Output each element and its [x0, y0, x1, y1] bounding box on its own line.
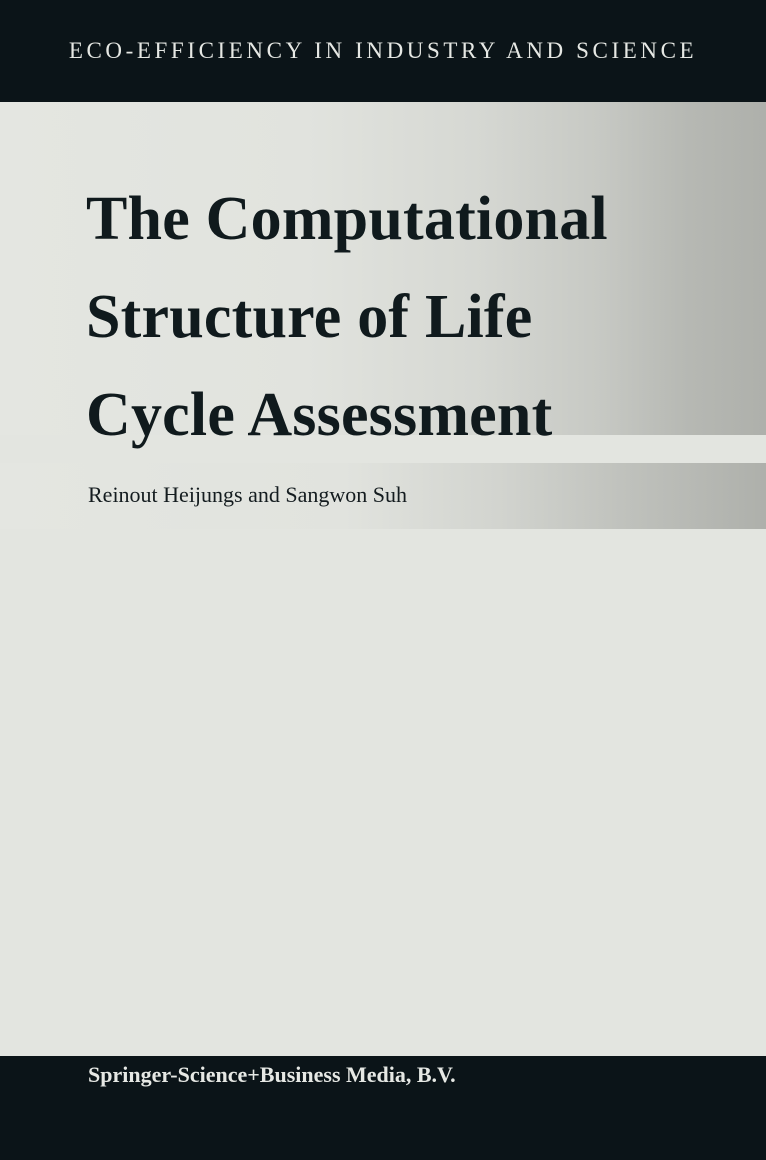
title-line-1: The Computational [86, 185, 608, 253]
title-line-2: Structure of Life [86, 283, 533, 351]
authors: Reinout Heijungs and Sangwon Suh [88, 482, 407, 507]
title-line-3: Cycle Assessment [86, 381, 553, 449]
publisher: Springer-Science+Business Media, B.V. [88, 1062, 456, 1087]
book-title [86, 170, 746, 464]
series-title: ECO-EFFICIENCY IN INDUSTRY AND SCIENCE [68, 38, 698, 63]
